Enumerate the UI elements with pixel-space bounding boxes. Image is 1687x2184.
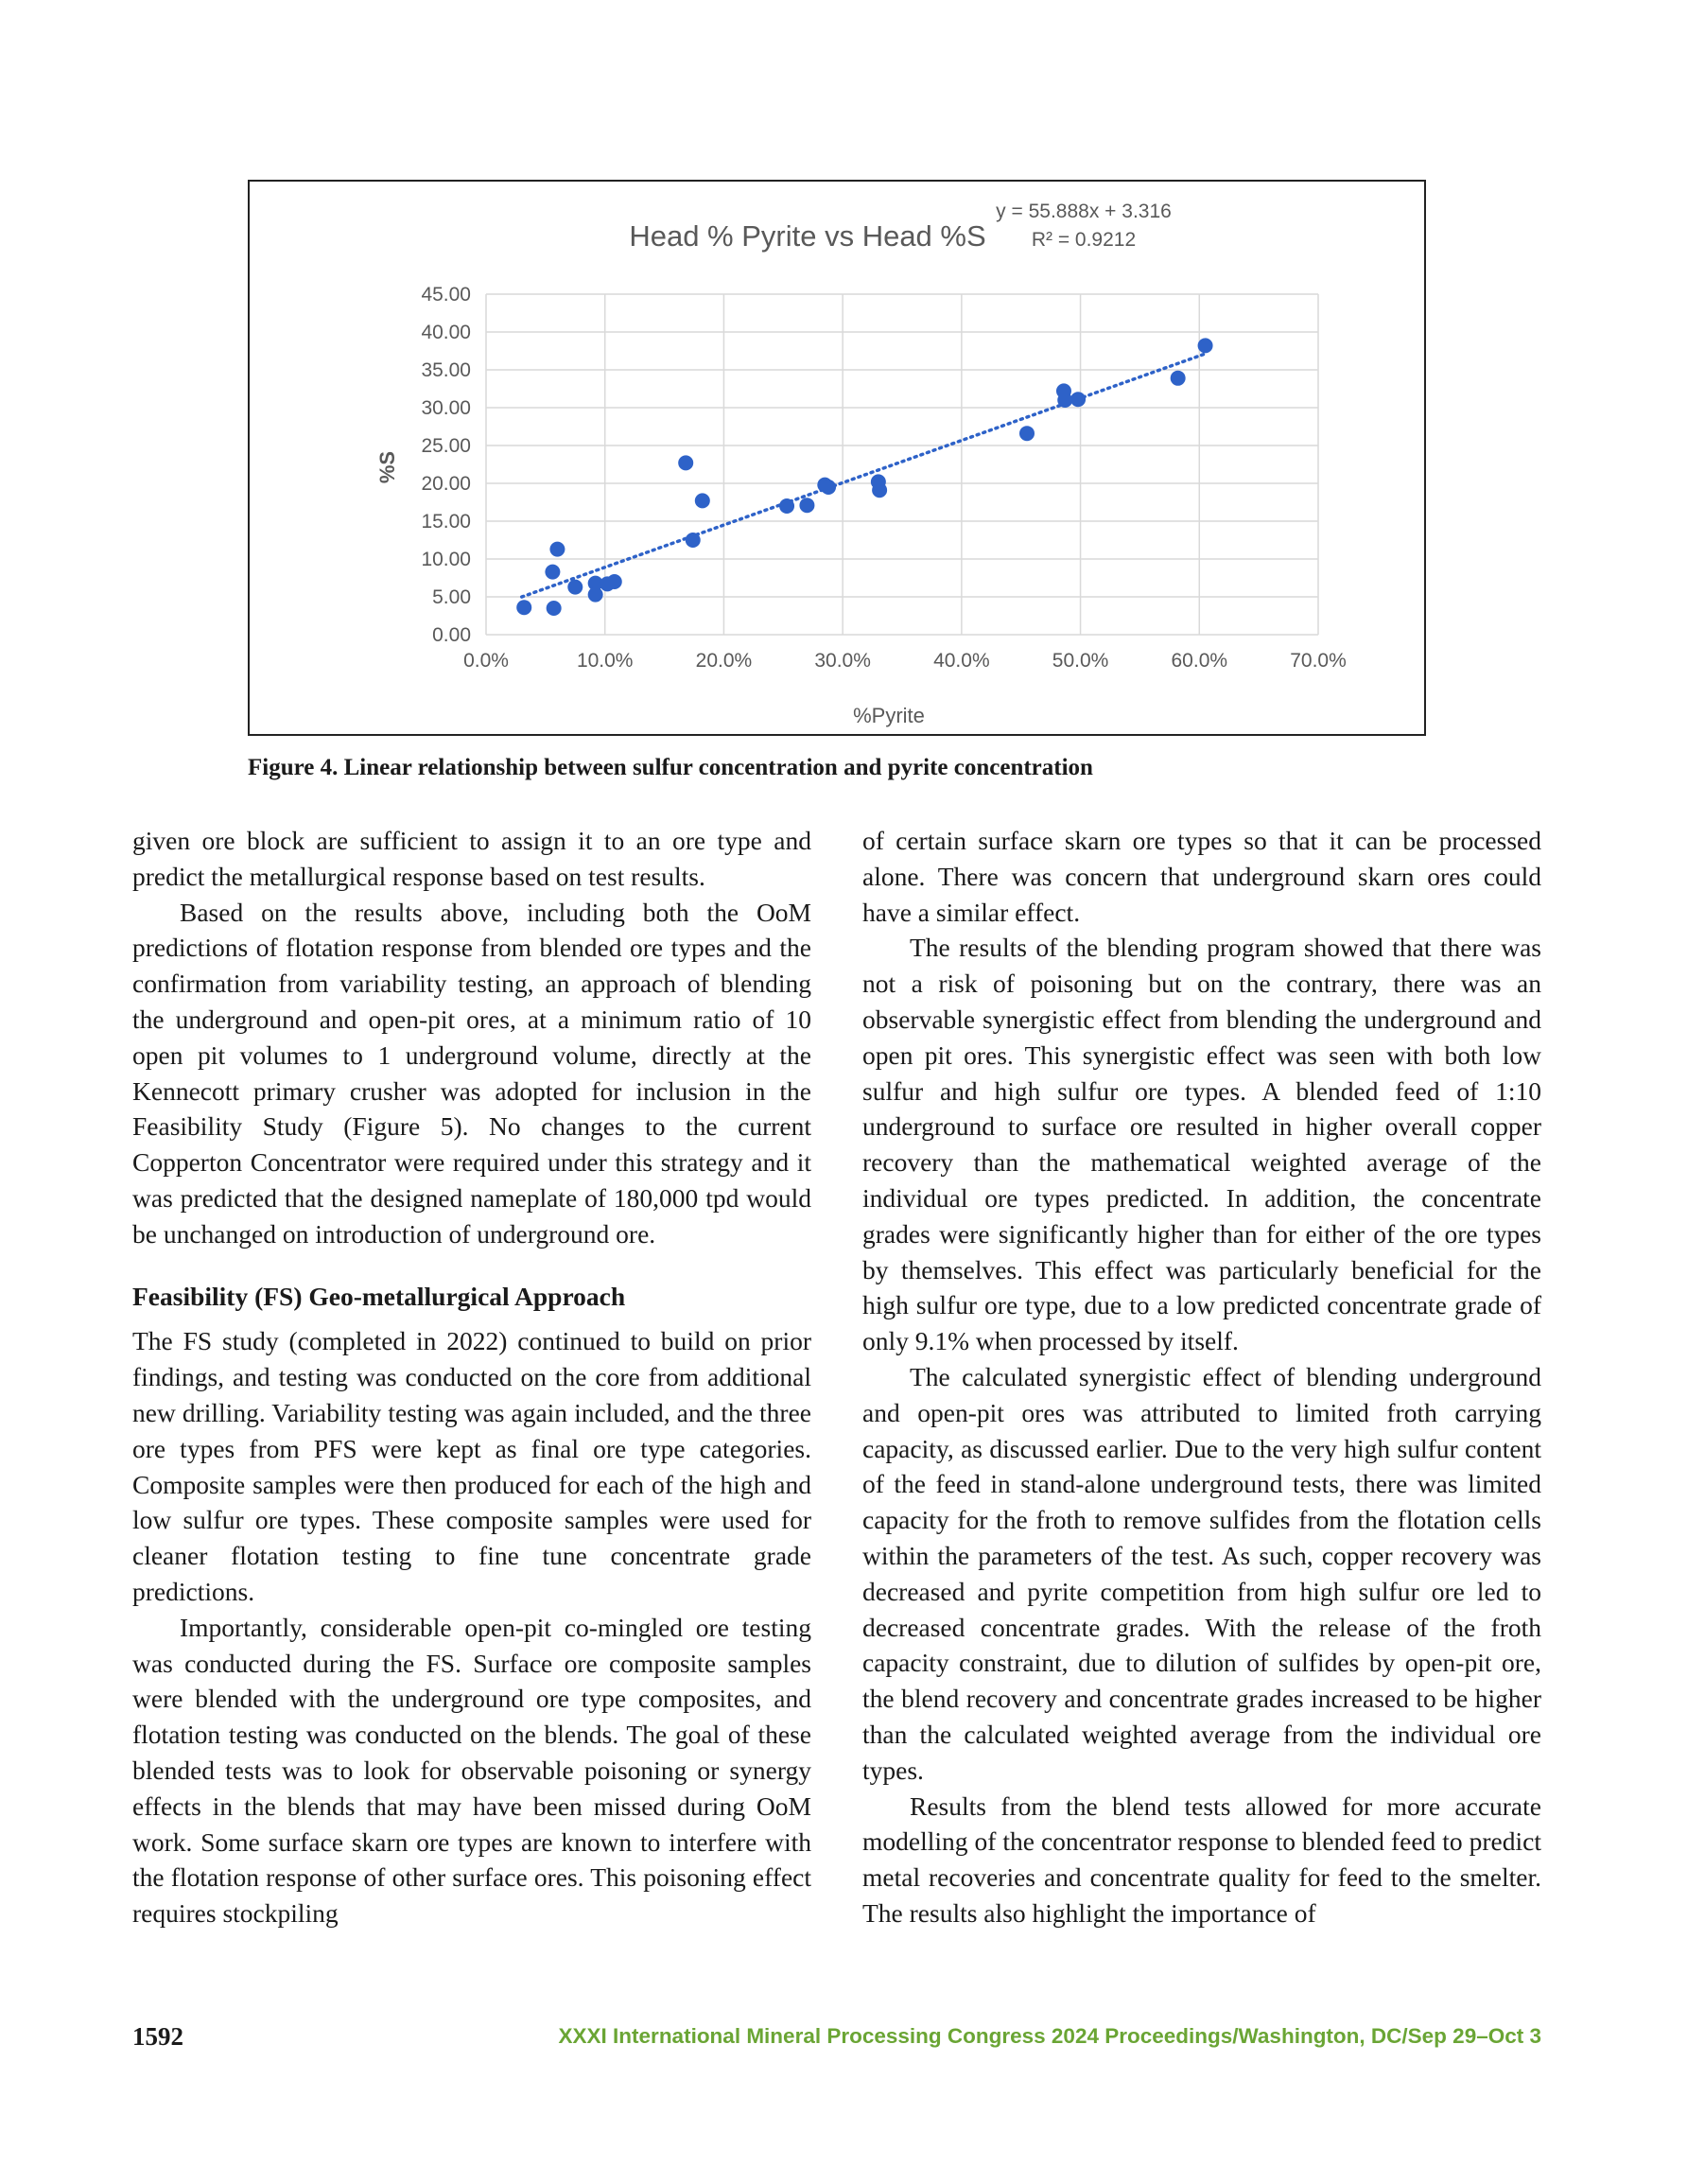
paragraph: The results of the blending program showed that there was not a risk of poisoning but on the contrary, there was an observable synergistic effect from blending the underground and open pit ores. This synergistic effect was seen with both low sulfur and high sulfur ore types. A blended feed of 1:10 underground to surface ore resulted in higher overall copper recovery than the mathematical weighted average of the individual ore types predicted. In addition, the concentrate grades were significantly higher than for either of the ore types by themselves. This effect was particularly beneficial for the high sulfur ore type, due to a low predicted concentrate grade of only 9.1% when processed by itself. [862, 933, 1541, 1356]
y-tick-label: 45.00 [421, 284, 471, 306]
paragraph: Based on the results above, including both the OoM predictions of flotation response from blended ore types and the confirmation from variability testing, an approach of blending the underground and open-pit ores, at a minimum ratio of 10 open pit volumes to 1 underground volume, directly at the Kennecott primary crusher was adopted for inclusion in the Feasibility Study (Figure 5). No changes to the current Copperton Concentrator were required under this strategy and it was predicted that the designed nameplate of 180,000 tpd would be unchanged on introduction of underground ore. [132, 897, 811, 1249]
data-point [1070, 392, 1086, 407]
scatter-chart [250, 182, 1428, 738]
x-tick-label: 10.0% [576, 650, 634, 672]
y-tick-label: 5.00 [432, 586, 471, 608]
x-tick-label: 0.0% [463, 650, 509, 672]
data-point [1198, 338, 1213, 353]
paragraph: Results from the blend tests allowed for more accurate modelling of the concentrator response to blended feed to predict metal recoveries and concentrate quality for feed to the smelter. The results also highlight the importance of [862, 1791, 1541, 1928]
data-point [686, 533, 701, 548]
data-point [799, 498, 814, 513]
paragraph: The FS study (completed in 2022) continued to build on prior findings, and testing was conducted on the core from additional new drilling. Variability testing was again included, and the three ore types from PFS were kept as final ore type categories. Composite samples were then produced for each of the high and low sulfur ore types. These composite samples were used for cleaner flotation testing to fine tune concentrate grade predictions. [132, 1326, 811, 1606]
paragraph: of certain surface skarn ore types so that it can be processed alone. There was concern that underground skarn ores could have a similar effect. [862, 826, 1541, 927]
data-point [779, 498, 794, 514]
paragraph: The calculated synergistic effect of blending underground and open-pit ores was attributed to limited froth carrying capacity, as discussed earlier. Due to the very high sulfur content of the feed in stand-alone underground tests, there was limited capacity for the froth to remove sulfides from the flotation cells within the parameters of the test. As such, copper recovery was decreased and pyrite competition from high sulfur ore led to decreased concentrate grades. With the release of the froth capacity constraint, due to dilution of sulfides by open-pit ore, the blend recovery and concentrate grades increased to be higher than the calculated weighted average from the individual ore types. [862, 1361, 1541, 1785]
data-point [545, 565, 560, 580]
data-point [567, 580, 583, 595]
data-point [695, 493, 710, 508]
left-column [132, 823, 811, 1931]
chart-trendline [522, 354, 1206, 597]
x-tick-label: 50.0% [1052, 650, 1109, 672]
y-tick-label: 25.00 [421, 435, 471, 457]
paragraph: Importantly, considerable open-pit co-mingled ore testing was conducted during the FS. Surface ore composite samples were blended with the underground ore type composites, and flotation testing was conducted on the blends. The goal of these blended tests was to look for observable poisoning or synergy effects in the blends that may have been missed during OoM work. Some surface skarn ore types are known to interfere with the flotation response of other surface ores. This poisoning effect requires stockpiling [132, 1612, 811, 1929]
data-point [1171, 371, 1186, 386]
page-number: 1592 [132, 2022, 183, 2051]
y-tick-label: 0.00 [432, 624, 471, 646]
data-point [516, 600, 531, 615]
section-heading: Feasibility (FS) Geo-metallurgical Approach [132, 1281, 626, 1311]
x-tick-label: 60.0% [1171, 650, 1228, 672]
x-tick-label: 40.0% [933, 650, 990, 672]
data-point [872, 482, 887, 498]
data-point [588, 587, 603, 603]
data-point [678, 455, 693, 470]
trendline-r2: R² = 0.9212 [1031, 229, 1137, 251]
y-axis-label: %S [375, 450, 399, 484]
proceedings-title: XXXI International Mineral Processing Congress 2024 Proceedings/Washington, DC/Sep 29–Oct 3 [558, 2024, 1541, 2048]
x-tick-label: 30.0% [814, 650, 871, 672]
data-point [1057, 393, 1072, 408]
data-point [549, 542, 565, 557]
y-tick-label: 30.00 [421, 397, 471, 419]
data-point [607, 574, 622, 589]
figure-caption: Figure 4. Linear relationship between sulfur concentration and pyrite concentration [248, 755, 1093, 780]
figure-frame [248, 180, 1426, 736]
y-tick-label: 10.00 [421, 549, 471, 570]
x-axis-label: %Pyrite [853, 704, 925, 727]
y-tick-label: 15.00 [421, 511, 471, 533]
trendline [522, 354, 1206, 597]
right-column [862, 823, 1541, 1931]
x-tick-label: 20.0% [695, 650, 753, 672]
data-point [821, 480, 836, 495]
chart-points [516, 338, 1212, 616]
data-point [1019, 426, 1035, 441]
trendline-equation: y = 55.888x + 3.316 [996, 201, 1172, 222]
y-tick-label: 35.00 [421, 359, 471, 381]
y-tick-label: 40.00 [421, 322, 471, 343]
paragraph: given ore block are sufficient to assign it to an ore type and predict the metallurgical response based on test results. [132, 826, 811, 891]
chart-title: Head % Pyrite vs Head %S [629, 219, 986, 253]
x-tick-label: 70.0% [1290, 650, 1347, 672]
y-tick-label: 20.00 [421, 473, 471, 495]
data-point [547, 601, 562, 616]
